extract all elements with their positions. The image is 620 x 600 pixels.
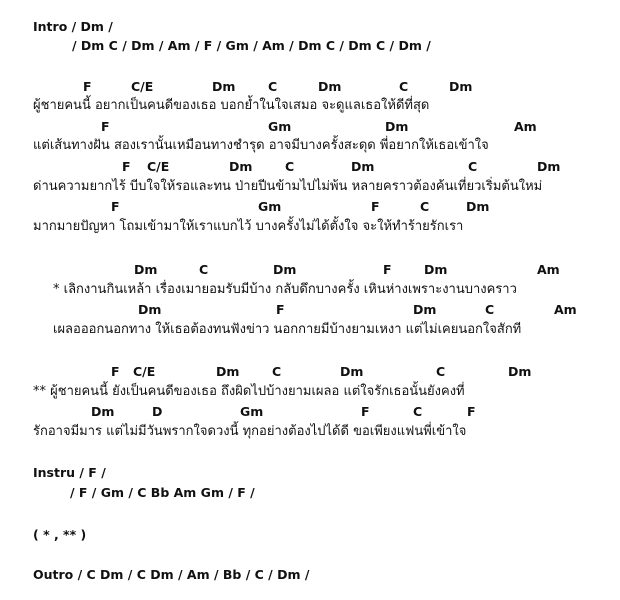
chord: Dm xyxy=(340,364,364,379)
chord: C/E xyxy=(131,79,154,94)
chord: F xyxy=(83,79,92,94)
chord: Dm xyxy=(134,262,158,277)
chord: Dm xyxy=(537,159,561,174)
chord: Gm xyxy=(240,404,264,419)
chord: D xyxy=(152,404,163,419)
chord: F xyxy=(122,159,131,174)
chord: Gm xyxy=(258,199,282,214)
chord: C xyxy=(468,159,478,174)
lyric-line: ผู้ชายคนนี้ อยากเป็นคนดีของเธอ บอกย้ำในใจเสมอ จะดูแลเธอให้ดีที่สุด xyxy=(33,98,430,113)
chord: Dm xyxy=(212,79,236,94)
chord: C xyxy=(272,364,282,379)
chord: Dm xyxy=(216,364,240,379)
chord: F xyxy=(276,302,285,317)
chord: Dm xyxy=(449,79,473,94)
chord: F xyxy=(371,199,380,214)
chord: Dm xyxy=(273,262,297,277)
chord: C xyxy=(399,79,409,94)
repeat-marker: ( * , ** ) xyxy=(33,527,87,542)
lyric-line: รักอาจมีมาร แต่ไม่มีวันพรากใจดวงนี้ ทุกอย่างต้องไปได้ดี ขอเพียงแฟนพี่เข้าใจ xyxy=(33,424,467,439)
chord: Dm xyxy=(385,119,409,134)
chord: Dm xyxy=(424,262,448,277)
chord: Dm xyxy=(138,302,162,317)
chord: Am xyxy=(554,302,577,317)
lyric-line: ** ผู้ชายคนนี้ ยังเป็นคนดีของเธอ ถึงผิดไปบ้างยามเผลอ แต่ใจรักเธอนั้นยังคงที่ xyxy=(33,384,465,399)
outro-line: Outro / C Dm / C Dm / Am / Bb / C / Dm / xyxy=(33,567,310,582)
chord: Dm xyxy=(229,159,253,174)
lyric-line: มากมายปัญหา โถมเข้ามาให้เราแบกไว้ บางครั้งไม่ได้ตั้งใจ จะให้ทำร้ายรักเรา xyxy=(33,219,464,234)
chord: F xyxy=(111,199,120,214)
chord: C xyxy=(436,364,446,379)
chord: Dm xyxy=(508,364,532,379)
lyric-line: แต่เส้นทางฝัน สองเรานั้นเหมือนทางชำรุด อาจมีบางครั้งสะดุด พี่อยากให้เธอเข้าใจ xyxy=(33,138,489,153)
chord: Gm xyxy=(268,119,292,134)
intro-line-2: / Dm C / Dm / Am / F / Gm / Am / Dm C / Dm C / Dm / xyxy=(72,38,431,53)
chord: C xyxy=(413,404,423,419)
lyric-line: ด่านความยากไร้ บีบใจให้รอและทน ป่ายปีนข้ามไปไม่พ้น หลายคราวต้องค้นเที่ยวเริ่มต้นใหม่ xyxy=(33,179,543,194)
chord: F xyxy=(111,364,120,379)
chord: C xyxy=(485,302,495,317)
instru-line-2: / F / Gm / C Bb Am Gm / F / xyxy=(70,485,255,500)
chord: C xyxy=(420,199,430,214)
instru-line-1: Instru / F / xyxy=(33,465,106,480)
chord: F xyxy=(467,404,476,419)
chord: Dm xyxy=(91,404,115,419)
chord: C/E xyxy=(133,364,156,379)
chord: C xyxy=(285,159,295,174)
chord: Am xyxy=(537,262,560,277)
chord: F xyxy=(383,262,392,277)
chord: F xyxy=(101,119,110,134)
chord: C xyxy=(199,262,209,277)
chord: Dm xyxy=(413,302,437,317)
chord: Dm xyxy=(318,79,342,94)
chord: Dm xyxy=(351,159,375,174)
chord: Dm xyxy=(466,199,490,214)
chord: F xyxy=(361,404,370,419)
chord: C/E xyxy=(147,159,170,174)
lyric-line: * เลิกงานกินเหล้า เรื่องเมายอมรับมีบ้าง กลับดึกบางครั้ง เหินห่างเพราะงานบางคราว xyxy=(53,282,517,297)
chord: Am xyxy=(514,119,537,134)
chord: C xyxy=(268,79,278,94)
lyric-line: เผลอออกนอกทาง ให้เธอต้องทนฟังข่าว นอกกายมีบ้างยามเหงา แต่ไม่เคยนอกใจสักที xyxy=(53,322,522,337)
intro-line-1: Intro / Dm / xyxy=(33,19,113,34)
